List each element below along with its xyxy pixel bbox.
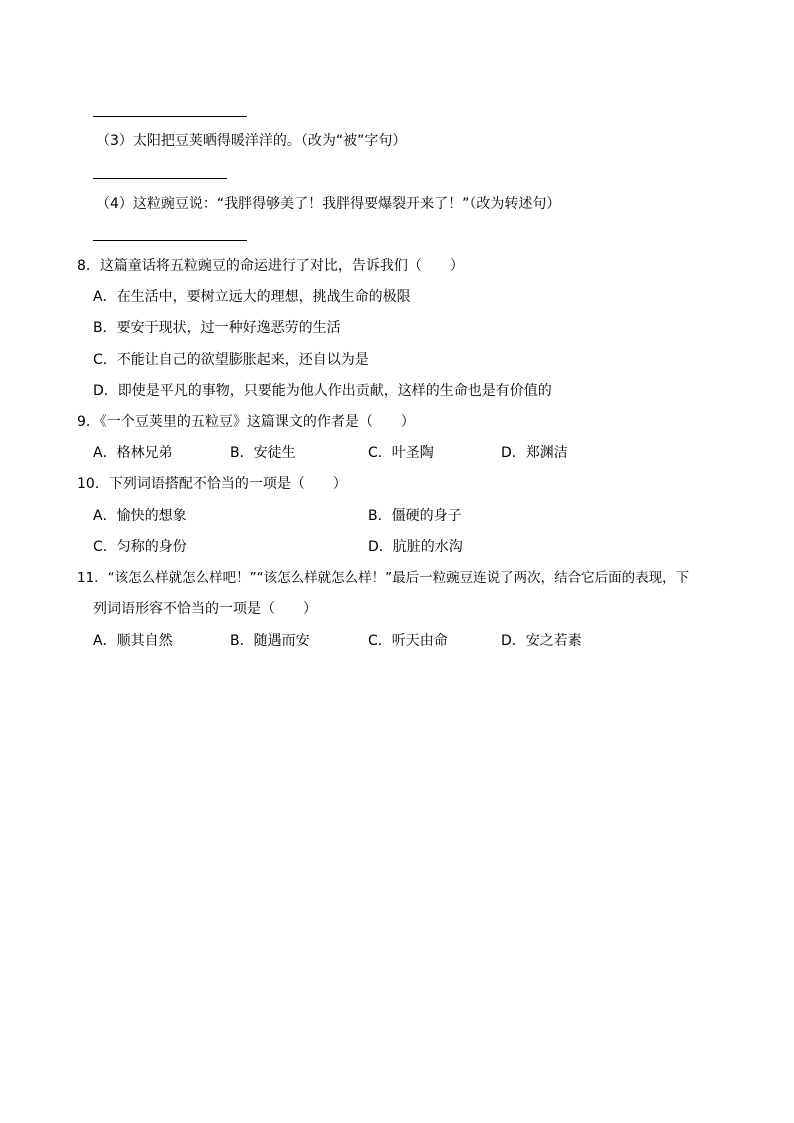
- question-9-option-c[interactable]: C．叶圣陶: [368, 445, 434, 461]
- question-10-option-d[interactable]: D．肮脏的水沟: [368, 539, 463, 555]
- question-10-option-b[interactable]: B．僵硬的身子: [368, 508, 462, 524]
- question-9-option-d[interactable]: D．郑渊洁: [501, 445, 568, 461]
- question-11-option-a[interactable]: A．顺其自然: [93, 633, 173, 649]
- question-11-stem-line2: 列词语形容不恰当的一项是（ ）: [93, 601, 317, 617]
- question-9-option-b[interactable]: B．安徒生: [230, 445, 296, 461]
- question-11-option-d[interactable]: D．安之若素: [501, 633, 582, 649]
- question-10-stem: 10．下列词语搭配不恰当的一项是（ ）: [77, 476, 347, 492]
- question-11-option-b[interactable]: B．随遇而安: [230, 633, 310, 649]
- sub-item-3: （3）太阳把豆荚晒得暖洋洋的。（改为“被”字句）: [96, 133, 407, 149]
- question-9-stem: 9．《一个豆荚里的五粒豆》这篇课文的作者是（ ）: [77, 414, 415, 430]
- question-10-option-a[interactable]: A．愉快的想象: [93, 508, 187, 524]
- question-8-option-d[interactable]: D．即使是平凡的事物，只要能为他人作出贡献，这样的生命也是有价值的: [93, 383, 552, 399]
- answer-blank-2[interactable]: [93, 178, 227, 179]
- question-11-option-c[interactable]: C．听天由命: [368, 633, 448, 649]
- answer-blank-1[interactable]: [93, 116, 247, 117]
- answer-blank-3[interactable]: [93, 240, 247, 241]
- question-8-option-a[interactable]: A．在生活中，要树立远大的理想，挑战生命的极限: [93, 289, 411, 305]
- question-11-stem-line1: 11．“该怎么样就怎么样吧！”“该怎么样就怎么样！”最后一粒豌豆连说了两次，结合它后面的表现，下: [77, 570, 690, 586]
- question-9-option-a[interactable]: A．格林兄弟: [93, 445, 173, 461]
- sub-item-4: （4）这粒豌豆说：“我胖得够美了！我胖得要爆裂开来了！”（改为转述句）: [96, 196, 561, 212]
- question-8-option-b[interactable]: B．要安于现状，过一种好逸恶劳的生活: [93, 320, 341, 336]
- question-8-stem: 8．这篇童话将五粒豌豆的命运进行了对比，告诉我们（ ）: [77, 258, 464, 274]
- question-8-option-c[interactable]: C．不能让自己的欲望膨胀起来，还自以为是: [93, 352, 369, 368]
- question-10-option-c[interactable]: C．匀称的身份: [93, 539, 187, 555]
